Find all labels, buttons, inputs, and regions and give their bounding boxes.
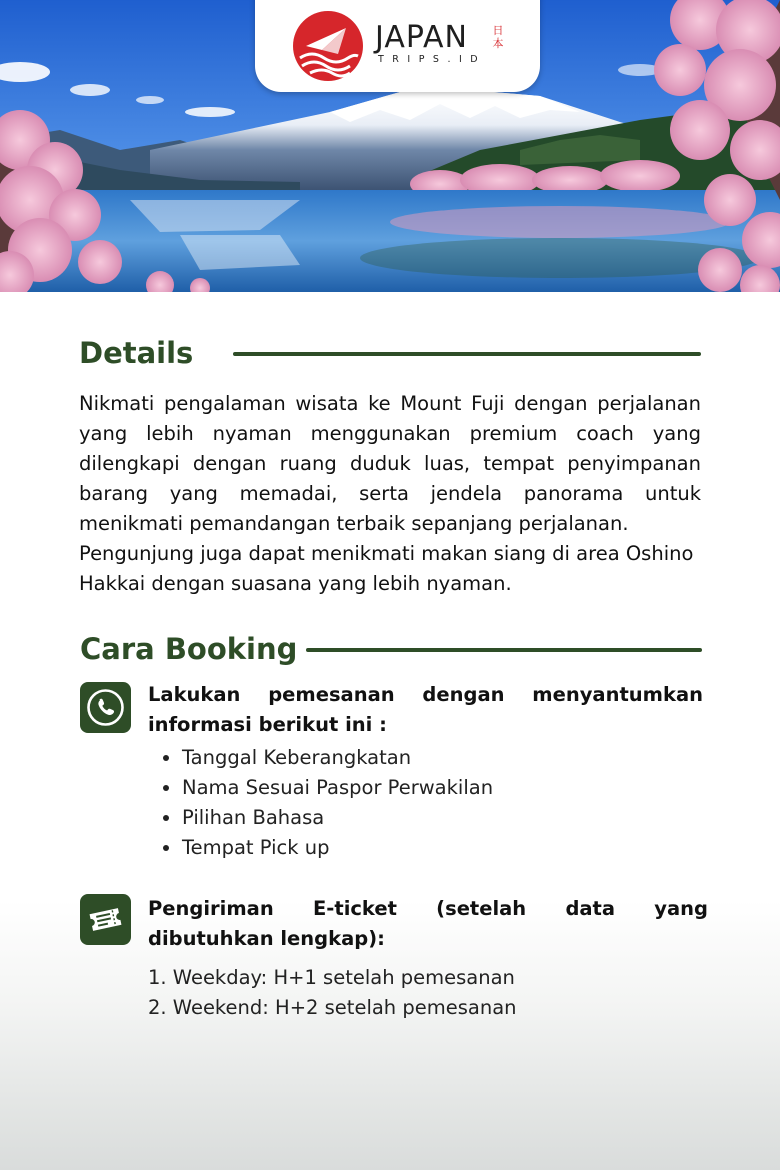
brand-logo[interactable] [255,0,540,92]
logo-kanji-2: 本 [492,37,504,50]
logo-emblem-icon [292,10,364,82]
step2-list [148,963,517,1023]
list-item: 1. Weekday: H+1 setelah pemesanan [148,966,515,989]
list-item: • Tempat Pick up [182,833,493,863]
phone-icon [80,682,131,733]
list-item: 2. Weekend: H+2 setelah pemesanan [148,996,517,1019]
list-item: • Pilihan Bahasa [182,803,493,833]
step1-list [182,743,493,863]
step2-title: Pengiriman E-ticket (setelah data yang dibutuhkan lengkap): [148,897,708,950]
hero-image [0,0,780,292]
booking-divider [306,648,702,652]
list-item: • Nama Sesuai Paspor Perwakilan [182,773,493,803]
logo-kanji-1: 日 [492,24,504,37]
booking-heading: Cara Booking [80,632,298,666]
ticket-icon [80,894,131,945]
list-item: • Tanggal Keberangkatan [182,743,493,773]
details-paragraph-2: Pengunjung juga dapat menikmati makan siang di area Oshino Hakkai dengan suasana yang lebih nyaman. [79,542,694,595]
logo-subtitle: TRIPS.ID [378,54,487,65]
logo-kanji [491,24,505,50]
logo-wordmark: JAPAN [375,20,468,55]
details-paragraph-1: Nikmati pengalaman wisata ke Mount Fuji dengan perjalanan yang lebih nyaman menggunakan premium coach yang dilengkapi dengan ruang duduk luas, tempat penyimpanan barang yang memadai, serta jendela panorama untuk menikmati pemandangan terbaik sepanjang perjalanan. [79,392,701,535]
details-divider [233,352,701,356]
details-heading: Details [79,336,194,370]
step1-title: Lakukan pemesanan dengan menyantumkan informasi berikut ini : [148,683,703,736]
details-body [79,389,701,599]
